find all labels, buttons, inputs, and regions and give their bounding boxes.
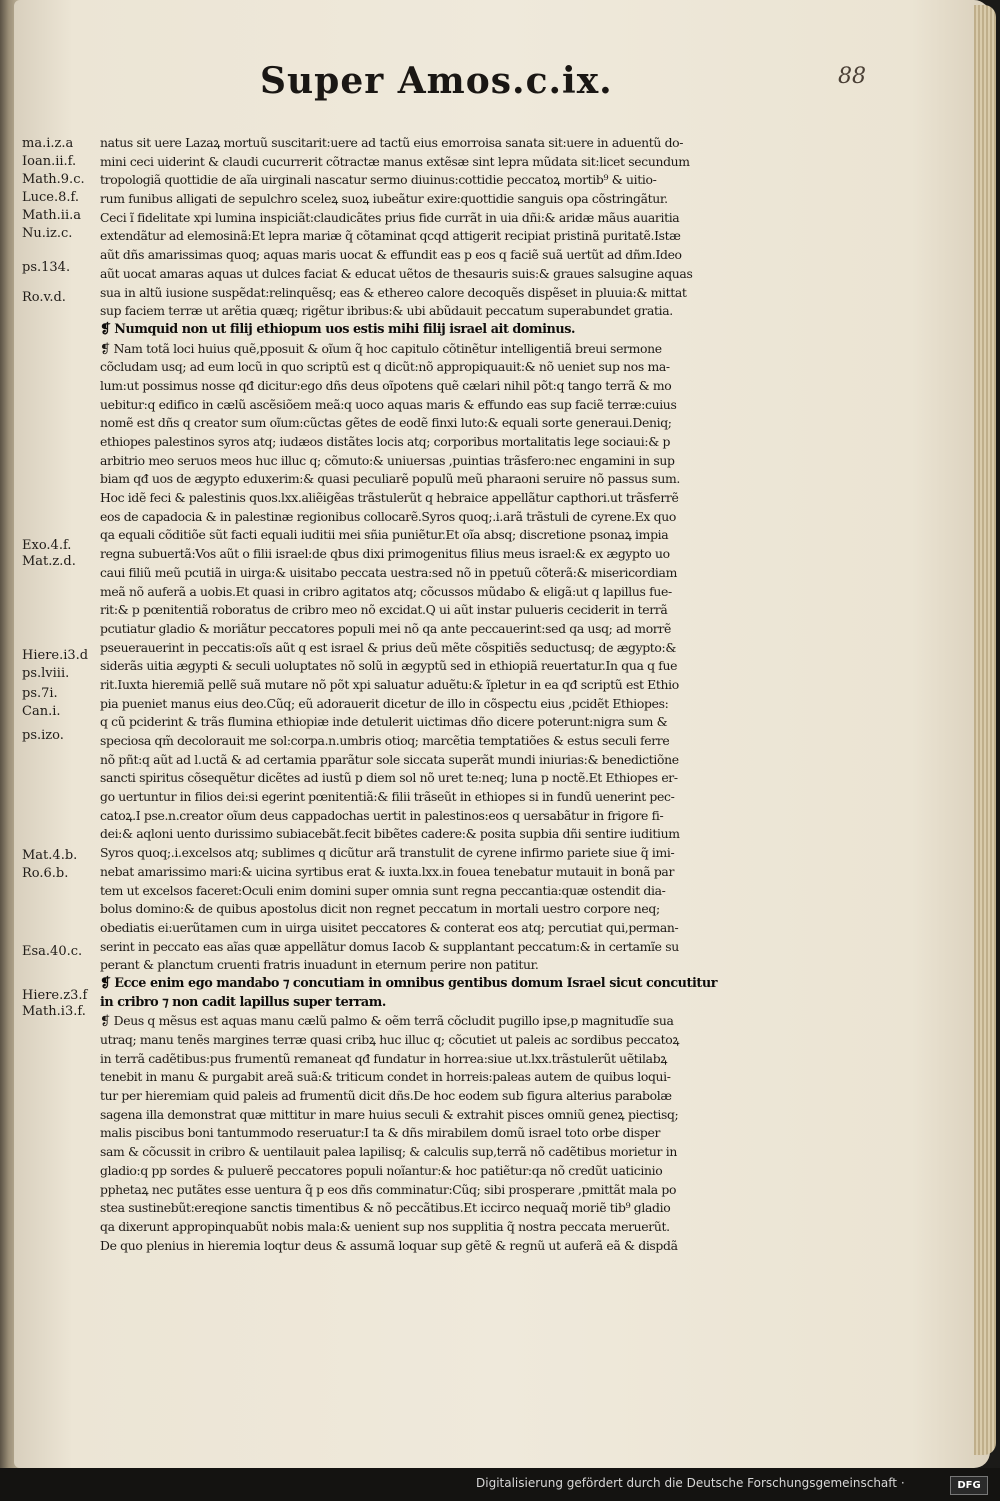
margin-note: Ioan.ii.f. [22,154,77,169]
text-line: tropologiã quottidie de aĩa uirginali nascatur sermo diuinus:cottidie peccatoꝝ mortib⁹ & uitio- [100,172,657,188]
text-line: cõcludam usq; ad eum locũ in quo scriptũ est q dicũt:nõ appropiquauit:& nõ ueniet sup nos ma- [100,359,670,375]
text-line: rit:& p pœnitentiã roboratus de cribro meo nõ excidat.Q ui aũt instar pulueris ceciderit in terrã [100,602,668,618]
text-line: in terrã cadẽtibus:pus frumentũ remaneat qđ fundatur in horrea:siue ut.lxx.trãstulerũt uẽtilabꝝ [100,1050,668,1066]
text-line: go uertuntur in filios dei:si egerint pœnitentiã:& filii trãseũt in ethiopes si in fundũ uenerint pec- [100,789,675,805]
text-line: tem ut excelsos faceret:Oculi enim domini super omnia sunt regna peccantia:quæ ostendit dia- [100,882,666,898]
text-line: eos de capadocia & in palestinæ regionibus collocarẽ.Syros quoq;.i.arã trãstuli de cyrene.Ex quo [100,508,676,524]
margin-note: Math.9.c. [22,172,85,187]
text-line: ❡ Nam totã loci huius quẽ,pposuit & oĩum q̃ hoc capitulo cõtinẽtur intelligentiã breui sermone [100,340,662,356]
funding-credit: Digitalisierung gefördert durch die Deutsche Forschungsgemeinschaft · [476,1476,905,1490]
text-line: q cũ pciderint & trãs flumina ethiopiæ inde detulerit uictimas dño dicere poterunt:nigra sum & [100,714,668,730]
text-line: Syros quoq;.i.excelsos atq; sublimes q dicũtur arã transtulit de cyrene infirmo pariete siue q̃ imi- [100,845,675,861]
text-line: rum funibus alligati de sepulchro sceleꝝ suoꝝ iubeãtur exire:quottidie sanguis opa cõstringãtur. [100,191,668,207]
margin-note: Hiere.i3.d [22,648,89,663]
dfg-logo: DFG [950,1476,988,1495]
text-line: aũt uocat amaras aquas ut dulces faciat & educat uẽtos de thesauris suis:& graues salsugine aquas [100,265,693,281]
lemma-heading: in cribro ⁊ non cadit lapillus super terram. [100,994,386,1010]
text-line: meã nõ auferã a uobis.Et quasi in cribro agitatos atq; cõcussos mũdabo & eligã:ut q lapillus fue- [100,583,672,599]
margin-notes [22,134,112,1134]
margin-note: Can.i. [22,704,61,719]
margin-note: Esa.40.c. [22,944,83,959]
text-line: speciosa qm̃ decolorauit me sol:corpa.n.umbris otioq; marcẽtia temptatiões & estus seculi ferre [100,733,670,748]
text-line: nõ pñt:q aũt ad l.uctã & ad certamia pparãtur sole siccata superãt mundi iniurias:& benedictiõne [100,751,679,767]
text-line: nebat amarissimo mari:& uicina syrtibus erat & iuxta.lxx.in fouea tenebatur mutauit in bonã par [100,863,675,879]
text-line: perant & planctum cruenti fratris inuadunt in eternum perire non patitur. [100,957,539,973]
text-line: sup faciem terræ ut arẽtia quæq; rigẽtur ibribus:& ubi abũdauit peccatum superabundet gratia. [100,303,673,319]
margin-note: Hiere.z3.f [22,988,88,1003]
text-line: pphetaꝝ nec putãtes esse uentura q̃ p eos dñs comminatur:Cũq; sibi prosperare ,pmittãt mala po [100,1181,677,1197]
text-line: caui filiũ meũ pcutiã in uirga:& uisitabo peccata uestra:sed nõ in ppetuũ cõterã:& misericordiam [100,564,677,580]
text-line: pia pueniet manus eius deo.Cũq; eũ adorauerit dicetur de illo in cõspectu eius ,pcidẽt Ethiopes: [100,695,669,711]
text-line: aũt dñs amarissimas quoq; aquas maris uocat & effundit eas p eos q faciẽ suã uertũt ad dñm.Ideo [100,247,682,263]
margin-note: Exo.4.f. [22,538,72,553]
text-line: ❡ Deus q mẽsus est aquas manu cælũ palmo & oẽm terrã cõcludit pugillo ipse,p magnitudĩe sua [100,1013,674,1029]
text-line: dei:& aqloni uento durissimo subiacebãt.fecit bibẽtes cadere:& posita supbia dñi sentire iuditium [100,826,680,842]
margin-note: ps.134. [22,260,71,275]
text-line: sancti spiritus cõsequẽtur dicẽtes ad iustũ p diem sol nõ uret te:neq; luna p noctẽ.Et Ethiopes er- [100,770,678,786]
margin-note: Luce.8.f. [22,190,79,205]
text-line: sagena illa demonstrat quæ mittitur in mare huius seculi & extrahit pisces omniũ geneꝝ piectisq; [100,1106,679,1122]
lemma-heading: ❡ Ecce enim ego mandabo ⁊ concutiam in omnibus gentibus domum Israel sicut concutitur [100,975,718,991]
margin-note: Nu.iz.c. [22,226,73,241]
margin-note: Math.i3.f. [22,1004,86,1019]
text-line: lum:ut possimus nosse qđ dicitur:ego dñs deus oĩpotens quẽ cælari nihil põt:q tango terrã & mo [100,377,672,393]
text-line: Ceci ĩ fidelitate xpi lumina inspiciãt:claudicãtes prius fide currãt in uia dñi:& aridæ mãus auaritia [100,209,680,225]
text-line: De quo plenius in hieremia loqtur deus & assumã loquar sup gẽtẽ & regnũ ut auferã eã & dispdã [100,1237,678,1253]
lemma-heading: ❡ Numquid non ut filij ethiopum uos estis mihi filij israel ait dominus. [100,321,575,337]
text-line: mini ceci uiderint & claudi cucurrerit cõtractæ manus extẽsæ sint lepra mũdata sit:licet secundum [100,153,690,169]
text-line: siderãs uitia ægypti & seculi uoluptates nõ solũ in ægyptũ sed in ethiopiã reuertatur.In qua q fue [100,658,678,674]
text-line: sua in altũ iusione suspẽdat:relinquẽsq; eas & ethereo calore decoquẽs dispẽset in pluuia:& mittat [100,284,687,300]
text-line: serint in peccato eas aĩas quæ appellãtur domus Iacob & supplantant peccatum:& in certamĩe su [100,938,679,954]
text-line: regna subuertã:Vos aũt o filii israel:de qbus dixi primogenitus filius meus israel:& ex ægypto uo [100,546,670,562]
text-line: malis piscibus boni tantummodo reseruatur:I ta & dñs mirabilem domũ israel toto orbe disper [100,1125,661,1141]
text-line: catoꝝ.I pse.n.creator oĩum deus cappadochas uertit in palestinos:eos q uersabãtur in frigore fi- [100,807,664,823]
text-line: sam & cõcussit in cribro & uentilauit palea lapilisq; & calculis sup,terrã nõ cadẽtibus morietur in [100,1144,677,1160]
page-stack-edge [974,5,996,1455]
text-line: utraq; manu tenẽs margines terræ quasi cribꝝ huc illuc q; cõcutiet ut paleis ac sordibus peccatoꝝ [100,1032,680,1047]
text-line: biam qđ uos de ægypto eduxerim:& quasi peculiarẽ populũ meũ pharaoni seruire nõ passus sum. [100,471,680,487]
margin-note: Mat.4.b. [22,848,78,863]
text-line: qa dixerunt appropinquabũt nobis mala:& uenient sup nos supplitia q̃ nostra peccata meruerũt. [100,1218,670,1234]
text-line: extendãtur ad elemosinã:Et lepra mariæ q̃ cõtaminat qcqd attigerit recipiat pristinã puritatẽ.Istæ [100,228,681,244]
text-line: stea sustinebũt:ereqione sanctis timentibus & nõ peccãtibus.Et iccirco nequaq̃ moriẽ tib⁹ gladio [100,1200,671,1216]
text-line: bolus domino:& de quibus apostolus dicit non regnet peccatum in mortali uestro corpore neq; [100,901,660,917]
text-line: pseuerauerint in peccatis:oĩs aũt q est israel & prius deũ mẽte cõspitiẽs seductusq; de ægypto:& [100,639,677,655]
margin-note: ps.lviii. [22,666,70,681]
margin-note: ma.i.z.a [22,136,74,151]
running-head: Super Amos.c.ix. [260,60,613,102]
text-line: Hoc idẽ feci & palestinis quos.lxx.aliẽigẽas trãstulerũt q hebraice appellãtur capthori.ut trãsferrẽ [100,490,679,506]
folio-number: 88 [838,64,866,89]
text-line: natus sit uere Lazaꝝ mortuũ suscitarit:uere ad tactũ eius emorroisa sanata sit:uere in aduentũ do- [100,135,684,150]
margin-note: Ro.6.b. [22,866,69,881]
margin-note: Mat.z.d. [22,554,76,569]
text-line: uebitur:q edifico in cælũ ascẽsiõem meã:q uoco aquas maris & effundo eas sup faciẽ terræ:cuius [100,396,677,412]
text-line: nomẽ est dñs q creator sum oĩum:cũctas gẽtes de eodẽ finxi luto:& equali sorte generaui.Deniq; [100,415,672,431]
margin-note: ps.izo. [22,728,64,743]
text-line: rit.Iuxta hieremiã pellẽ suã mutare nõ põt xpi saluatur aduẽtu:& ĩpletur in ea qđ scriptũ est Ethio [100,676,679,692]
text-line: qa equali cõditiõe sũt facti equali iuditii mei sñia puniẽtur.Et oĩa absq; discretione psonaꝝ impia [100,527,669,543]
text-line: arbitrio meo seruos meos huc illuc q; cõmuto:& uniuersas ,puintias trãsfero:nec engamini in sup [100,452,675,468]
text-line: ethiopes palestinos syros atq; iudæos distãtes locis atq; corporibus mortalitatis lege sociaui:& p [100,434,671,449]
text-line: obediatis ei:uerũtamen cum in uirga uisitet peccatores & conterat eos atq; percutiat qui,perman- [100,919,679,935]
text-line: pcutiatur gladio & moriãtur peccatores populi mei nõ qa ante peccauerint:sed qa usq; ad morrẽ [100,620,671,636]
text-line: gladio:q pp sordes & puluerẽ peccatores populi noĩantur:& hoc patiẽtur:qa nõ credũt uaticinio [100,1162,663,1178]
margin-note: Ro.v.d. [22,290,66,305]
main-text-block [100,134,766,1253]
margin-note: Math.ii.a [22,208,81,223]
margin-note: ps.7i. [22,686,58,701]
text-line: tenebit in manu & purgabit areã suã:& triticum condet in horreis:paleas autem de quibus loqui- [100,1069,671,1085]
text-line: tur per hieremiam quid paleis ad frumentũ dicit dñs.De hoc eodem sub figura alterius parabolæ [100,1088,672,1104]
